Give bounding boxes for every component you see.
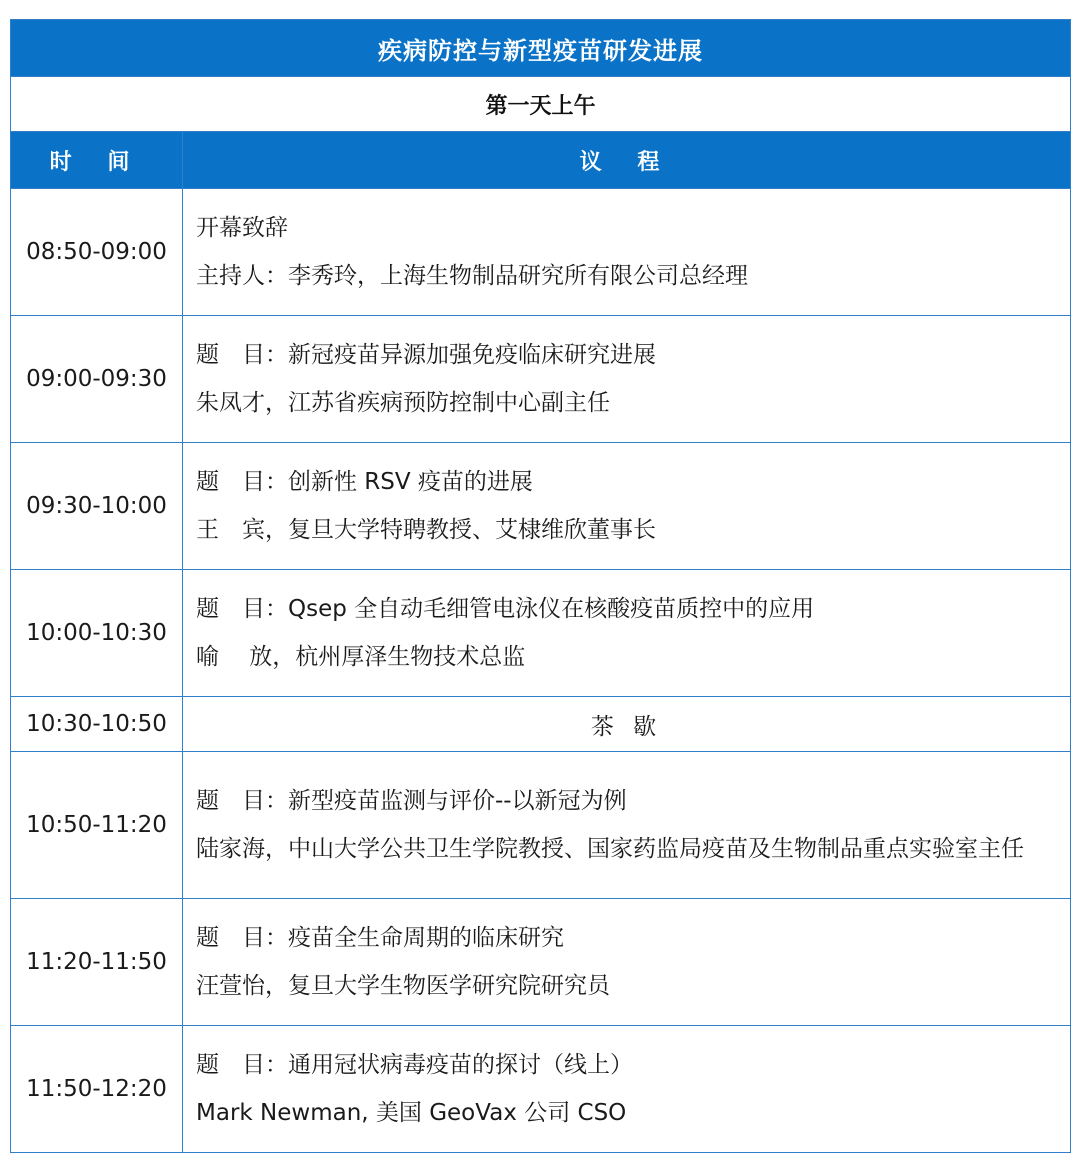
agenda-container — [10, 19, 1070, 1153]
agenda-row — [11, 570, 1071, 697]
time-cell: 11:20-11:50 — [11, 899, 183, 1026]
speaker: 朱凤才，江苏省疾病预防控制中心副主任 — [196, 390, 610, 416]
speaker: 汪萱怡，复旦大学生物医学研究院研究员 — [196, 973, 610, 999]
agenda-item — [183, 1026, 1071, 1153]
agenda-row — [11, 1026, 1071, 1153]
talk-title: 题 目：通用冠状病毒疫苗的探讨（线上） — [196, 1052, 633, 1078]
agenda-table — [10, 19, 1071, 1153]
time-cell: 10:50-11:20 — [11, 752, 183, 899]
agenda-row — [11, 443, 1071, 570]
talk-title: 开幕致辞 — [196, 215, 288, 241]
agenda-item — [183, 570, 1071, 697]
agenda-column-header: 议 程 — [183, 132, 1071, 189]
column-header-row — [11, 132, 1071, 189]
speaker: 王 宾，复旦大学特聘教授、艾棣维欣董事长 — [196, 517, 656, 543]
speaker: 陆家海，中山大学公共卫生学院教授、国家药监局疫苗及生物制品重点实验室主任 — [196, 836, 1024, 862]
tea-break-label: 茶 歇 — [183, 697, 1071, 752]
agenda-item — [183, 443, 1071, 570]
time-cell: 10:30-10:50 — [11, 697, 183, 752]
break-row — [11, 697, 1071, 752]
speaker: 主持人：李秀玲，上海生物制品研究所有限公司总经理 — [196, 263, 748, 289]
talk-title: 题 目：创新性 RSV 疫苗的进展 — [196, 469, 533, 495]
agenda-row — [11, 189, 1071, 316]
agenda-item — [183, 189, 1071, 316]
agenda-row — [11, 316, 1071, 443]
time-cell: 08:50-09:00 — [11, 189, 183, 316]
speaker: 喻 放，杭州厚泽生物技术总监 — [196, 644, 526, 670]
time-column-header: 时 间 — [11, 132, 183, 189]
agenda-item — [183, 316, 1071, 443]
day-label: 第一天上午 — [11, 77, 1071, 132]
talk-title: 题 目：Qsep 全自动毛细管电泳仪在核酸疫苗质控中的应用 — [196, 596, 815, 622]
agenda-row — [11, 899, 1071, 1026]
talk-title: 题 目：新型疫苗监测与评价--以新冠为例 — [196, 788, 627, 814]
title-row — [11, 20, 1071, 77]
time-cell: 10:00-10:30 — [11, 570, 183, 697]
day-row — [11, 77, 1071, 132]
agenda-item — [183, 752, 1071, 899]
talk-title: 题 目：疫苗全生命周期的临床研究 — [196, 925, 564, 951]
talk-title: 题 目：新冠疫苗异源加强免疫临床研究进展 — [196, 342, 656, 368]
speaker: Mark Newman, 美国 GeoVax 公司 CSO — [196, 1100, 627, 1126]
agenda-row — [11, 752, 1071, 899]
page-title: 疾病防控与新型疫苗研发进展 — [11, 20, 1071, 77]
agenda-item — [183, 899, 1071, 1026]
time-cell: 11:50-12:20 — [11, 1026, 183, 1153]
time-cell: 09:30-10:00 — [11, 443, 183, 570]
time-cell: 09:00-09:30 — [11, 316, 183, 443]
